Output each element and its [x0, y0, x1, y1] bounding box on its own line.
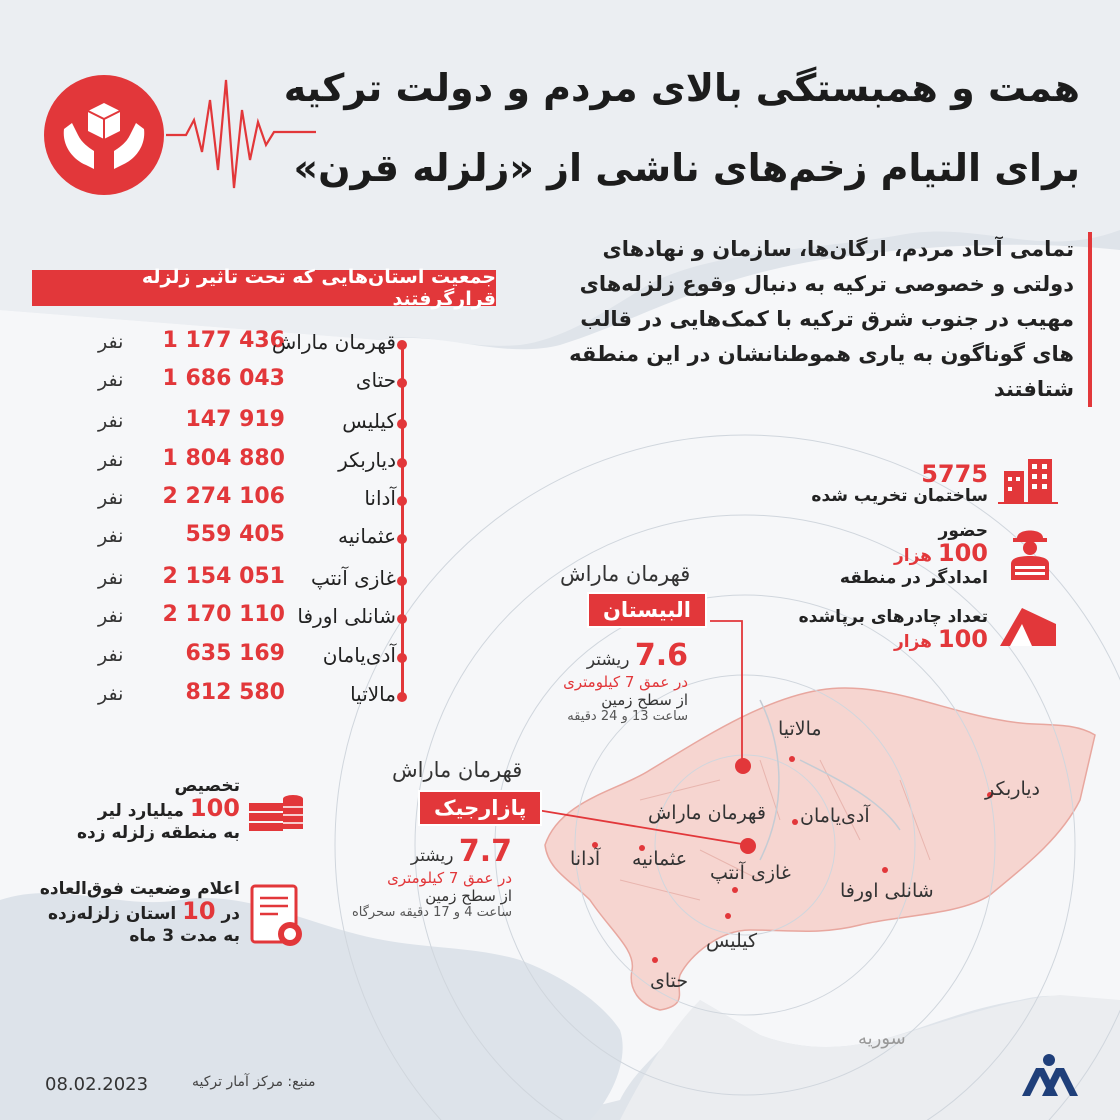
timeline-dot — [397, 496, 407, 506]
quake2-magnitude: 7.7 — [458, 834, 512, 869]
tents-label: تعداد چادرهای برپاشده — [798, 607, 988, 627]
population-province: حتای — [355, 368, 396, 392]
quake1-district: البیستان — [587, 592, 707, 628]
funds-label: به منطقه زلزله زده — [76, 823, 240, 843]
buildings-stat — [811, 460, 988, 507]
rescuers-label: امدادگر در منطقه — [839, 568, 988, 588]
emergency-line1: اعلام وضعیت فوق‌العاده — [39, 879, 240, 899]
population-unit: نفر — [98, 410, 124, 432]
quake1-province: قهرمان ماراش — [560, 562, 691, 586]
aa-logo-icon — [1018, 1050, 1080, 1100]
timeline-dot — [397, 692, 407, 702]
population-province: شانلی اورفا — [297, 604, 396, 628]
timeline-dot — [397, 653, 407, 663]
quake1-mag-label: ریشتر — [586, 650, 630, 670]
map-label-gaziantep: غازی آنتپ — [710, 862, 791, 884]
map-label-malatya: مالاتیا — [778, 718, 822, 740]
population-province: آدانا — [364, 486, 396, 510]
rescuers-stat — [840, 520, 988, 589]
rescuer-icon — [1005, 522, 1055, 582]
population-unit: نفر — [98, 567, 124, 589]
collapsed-building-icon — [998, 455, 1058, 505]
population-province: مالاتیا — [350, 682, 396, 706]
tent-icon — [996, 602, 1062, 650]
population-province: قهرمان ماراش — [271, 330, 396, 354]
map-label-adiyaman: آدی‌یامان — [800, 805, 870, 827]
funds-number: 100 — [189, 794, 240, 822]
population-unit: نفر — [98, 449, 124, 471]
tents-stat — [799, 606, 988, 653]
population-row — [20, 521, 410, 559]
map-label-syria: سوریه — [858, 1028, 906, 1049]
population-value: 635 169 — [185, 641, 285, 666]
population-row — [20, 601, 410, 639]
timeline-dot — [397, 576, 407, 586]
quake1-surface: از سطح زمین — [601, 691, 688, 709]
timeline-dot — [397, 614, 407, 624]
decree-document-icon — [248, 882, 308, 952]
funds-unit: میلیارد لیر — [97, 801, 184, 821]
footer-source: منبع: مرکز آمار ترکیه — [192, 1074, 316, 1090]
population-row — [20, 327, 410, 365]
rescuers-unit: هزار — [893, 546, 932, 566]
population-unit: نفر — [98, 369, 124, 391]
quake2-epicenter — [740, 838, 756, 854]
map-label-adana: آدانا — [570, 848, 601, 870]
intro-text: تمامی آحاد مردم، ارگان‌ها، سازمان و نهادهای دولتی و خصوصی ترکیه به دنبال وقوع زلزله‌های مهیب در جنوب شرق ترکیه با کمک‌هایی در قالب های گوناگون به یاری هموطنانشان در این منطقه شتافتند — [544, 232, 1092, 407]
footer-date: 08.02.2023 — [45, 1074, 149, 1095]
buildings-number: 5775 — [921, 460, 988, 488]
map-label-hatay: حتای — [650, 970, 689, 992]
population-province: عثمانیه — [338, 524, 396, 548]
population-province: غازی آنتپ — [310, 566, 396, 590]
quake2-mag-label: ریشتر — [410, 846, 454, 866]
population-value: 147 919 — [185, 407, 285, 432]
population-value: 1 177 436 — [162, 328, 285, 353]
emergency-stat — [40, 878, 240, 947]
population-value: 1 686 043 — [162, 366, 285, 391]
timeline-dot — [397, 534, 407, 544]
population-unit: نفر — [98, 525, 124, 547]
population-unit: نفر — [98, 605, 124, 627]
funds-title: تخصیص — [174, 776, 240, 796]
emergency-mid: استان زلزله‌زده — [47, 904, 177, 924]
money-stack-icon — [245, 785, 305, 835]
population-row — [20, 679, 410, 717]
title-line-1: همت و همبستگی بالای مردم و دولت ترکیه — [283, 66, 1080, 110]
quake2-district: پازارجیک — [418, 790, 542, 826]
population-unit: نفر — [98, 683, 124, 705]
population-row — [20, 563, 410, 601]
quake2-surface: از سطح زمین — [425, 887, 512, 905]
map-label-kahramanmaras: قهرمان ماراش — [648, 802, 766, 824]
quake2-province: قهرمان ماراش — [392, 758, 523, 782]
map-label-kilis: کیلیس — [706, 930, 758, 952]
timeline-dot — [397, 340, 407, 350]
map-label-osmaniye: عثمانیه — [632, 848, 688, 870]
map-label-diyarbakir: دیاربکر — [985, 778, 1040, 800]
funds-stat — [77, 775, 240, 844]
population-row — [20, 365, 410, 403]
rescuers-number: 100 — [937, 539, 988, 567]
tents-number: 100 — [937, 625, 988, 653]
population-value: 812 580 — [185, 680, 285, 705]
population-unit: نفر — [98, 644, 124, 666]
population-header: جمعیت استان‌هایی که تحت تاثیر زلزله قرارگرفتند — [32, 270, 496, 306]
rescuers-prefix: حضور — [938, 521, 988, 541]
population-row — [20, 483, 410, 521]
population-province: آدی‌یامان — [322, 643, 396, 667]
population-value: 2 170 110 — [162, 602, 285, 627]
quake2-depth: در عمق 7 کیلومتری — [387, 869, 512, 887]
map-label-sanliurfa: شانلی اورفا — [840, 880, 934, 902]
population-value: 1 804 880 — [162, 446, 285, 471]
population-unit: نفر — [98, 331, 124, 353]
timeline-dot — [397, 458, 407, 468]
population-value: 2 154 051 — [162, 564, 285, 589]
population-unit: نفر — [98, 487, 124, 509]
quake1-magnitude: 7.6 — [634, 638, 688, 673]
title-line-2: برای التیام زخم‌های ناشی از «زلزله قرن» — [293, 146, 1080, 190]
emergency-line3: به مدت 3 ماه — [129, 926, 240, 946]
emergency-number: 10 — [182, 897, 216, 925]
population-row — [20, 406, 410, 444]
timeline-dot — [397, 378, 407, 388]
quake1-details — [563, 638, 688, 724]
quake2-time: ساعت 4 و 17 دقیقه سحرگاه — [351, 905, 512, 920]
quake1-epicenter — [735, 758, 751, 774]
quake2-details — [352, 834, 512, 920]
quake1-depth: در عمق 7 کیلومتری — [563, 673, 688, 691]
population-row — [20, 445, 410, 483]
population-province: دیاربکر — [338, 448, 396, 472]
aid-hands-icon — [42, 73, 166, 197]
tents-unit: هزار — [893, 632, 932, 652]
quake1-time: ساعت 13 و 24 دقیقه — [567, 709, 688, 724]
emergency-prefix: در — [221, 904, 240, 924]
population-row — [20, 640, 410, 678]
buildings-label: ساختمان تخریب شده — [811, 486, 988, 506]
population-province: کیلیس — [342, 409, 396, 433]
timeline-dot — [397, 419, 407, 429]
population-value: 559 405 — [185, 522, 285, 547]
population-value: 2 274 106 — [162, 484, 285, 509]
